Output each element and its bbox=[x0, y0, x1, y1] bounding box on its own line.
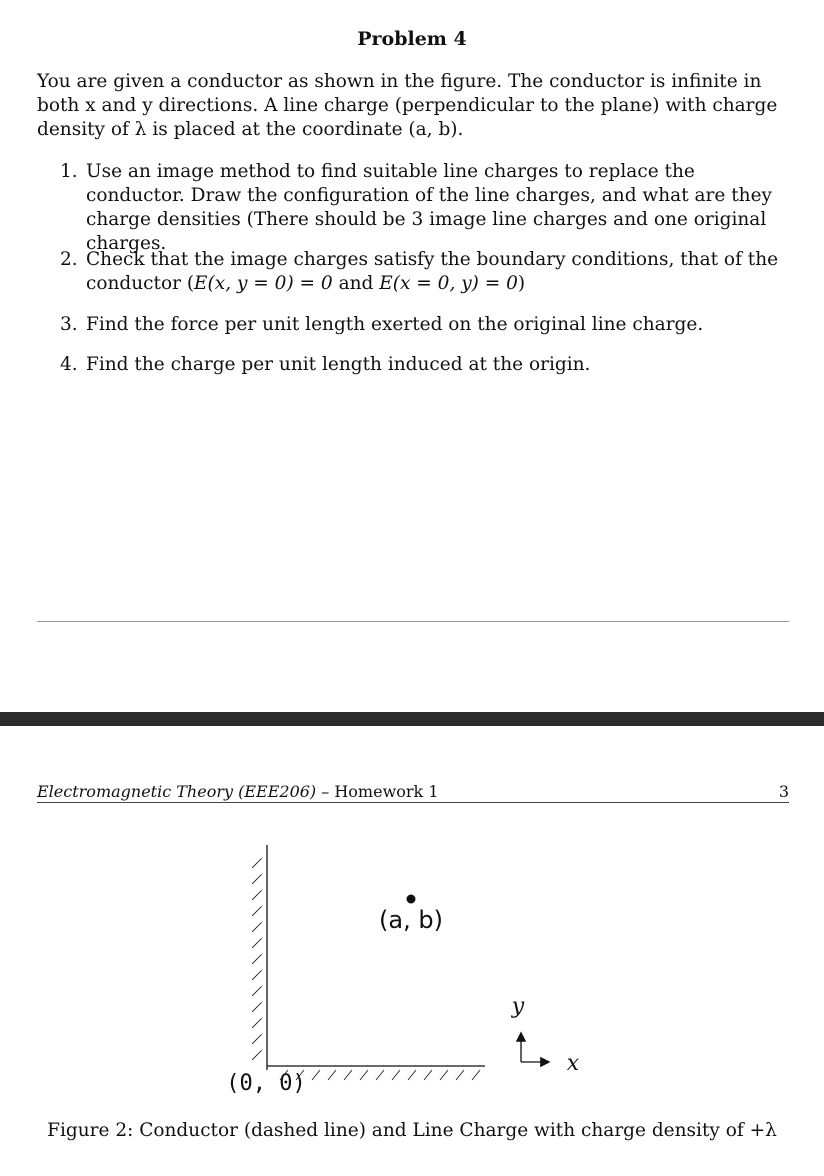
item-text: Use an image method to find suitable line charges to replace the conductor. Draw the configuration of the line charges, and what are they charge densities (There should be 3 image line charges and one original charges. bbox=[86, 161, 772, 254]
axis-indicator bbox=[521, 1034, 548, 1062]
item-number: 4. bbox=[60, 354, 78, 375]
figure-caption: Figure 2: Conductor (dashed line) and Line Charge with charge density of +λ bbox=[47, 1120, 777, 1141]
problem-title: Problem 4 bbox=[357, 28, 467, 50]
running-header: Electromagnetic Theory (EEE206) – Homework 1 3 bbox=[37, 782, 789, 801]
course-title: Electromagnetic Theory (EEE206) bbox=[37, 782, 317, 801]
vertical-conductor bbox=[252, 845, 267, 1070]
boundary-eq-1: E(x, y = 0) = 0 bbox=[194, 273, 333, 294]
origin-label: (0, 0) bbox=[226, 1071, 306, 1096]
item-number: 2. bbox=[60, 249, 78, 270]
x-axis-label: x bbox=[566, 1051, 580, 1076]
item-number: 1. bbox=[60, 161, 78, 182]
boundary-eq-2: E(x = 0, y) = 0 bbox=[379, 273, 518, 294]
item-text: Check that the image charges satisfy the boundary conditions, that of the conductor (E(x, y = 0) = 0 and E(x = 0, y) = 0) bbox=[86, 249, 779, 294]
page-number: 3 bbox=[778, 782, 789, 801]
homework-label: Homework 1 bbox=[334, 782, 439, 801]
line-charge-dot bbox=[407, 895, 416, 904]
item-text: Find the charge per unit length induced at the origin. bbox=[86, 354, 591, 375]
item-number: 3. bbox=[60, 314, 78, 335]
y-axis-label: y bbox=[511, 994, 525, 1019]
problem-intro: You are given a conductor as shown in the figure. The conductor is infinite in both x and y directions. A line charge (perpendicular to the plane) with charge density of λ is placed at the coordinate (a, b). bbox=[37, 71, 778, 140]
item-text: Find the force per unit length exerted on the original line charge. bbox=[86, 314, 704, 335]
charge-coordinate-label: (a, b) bbox=[379, 906, 443, 934]
